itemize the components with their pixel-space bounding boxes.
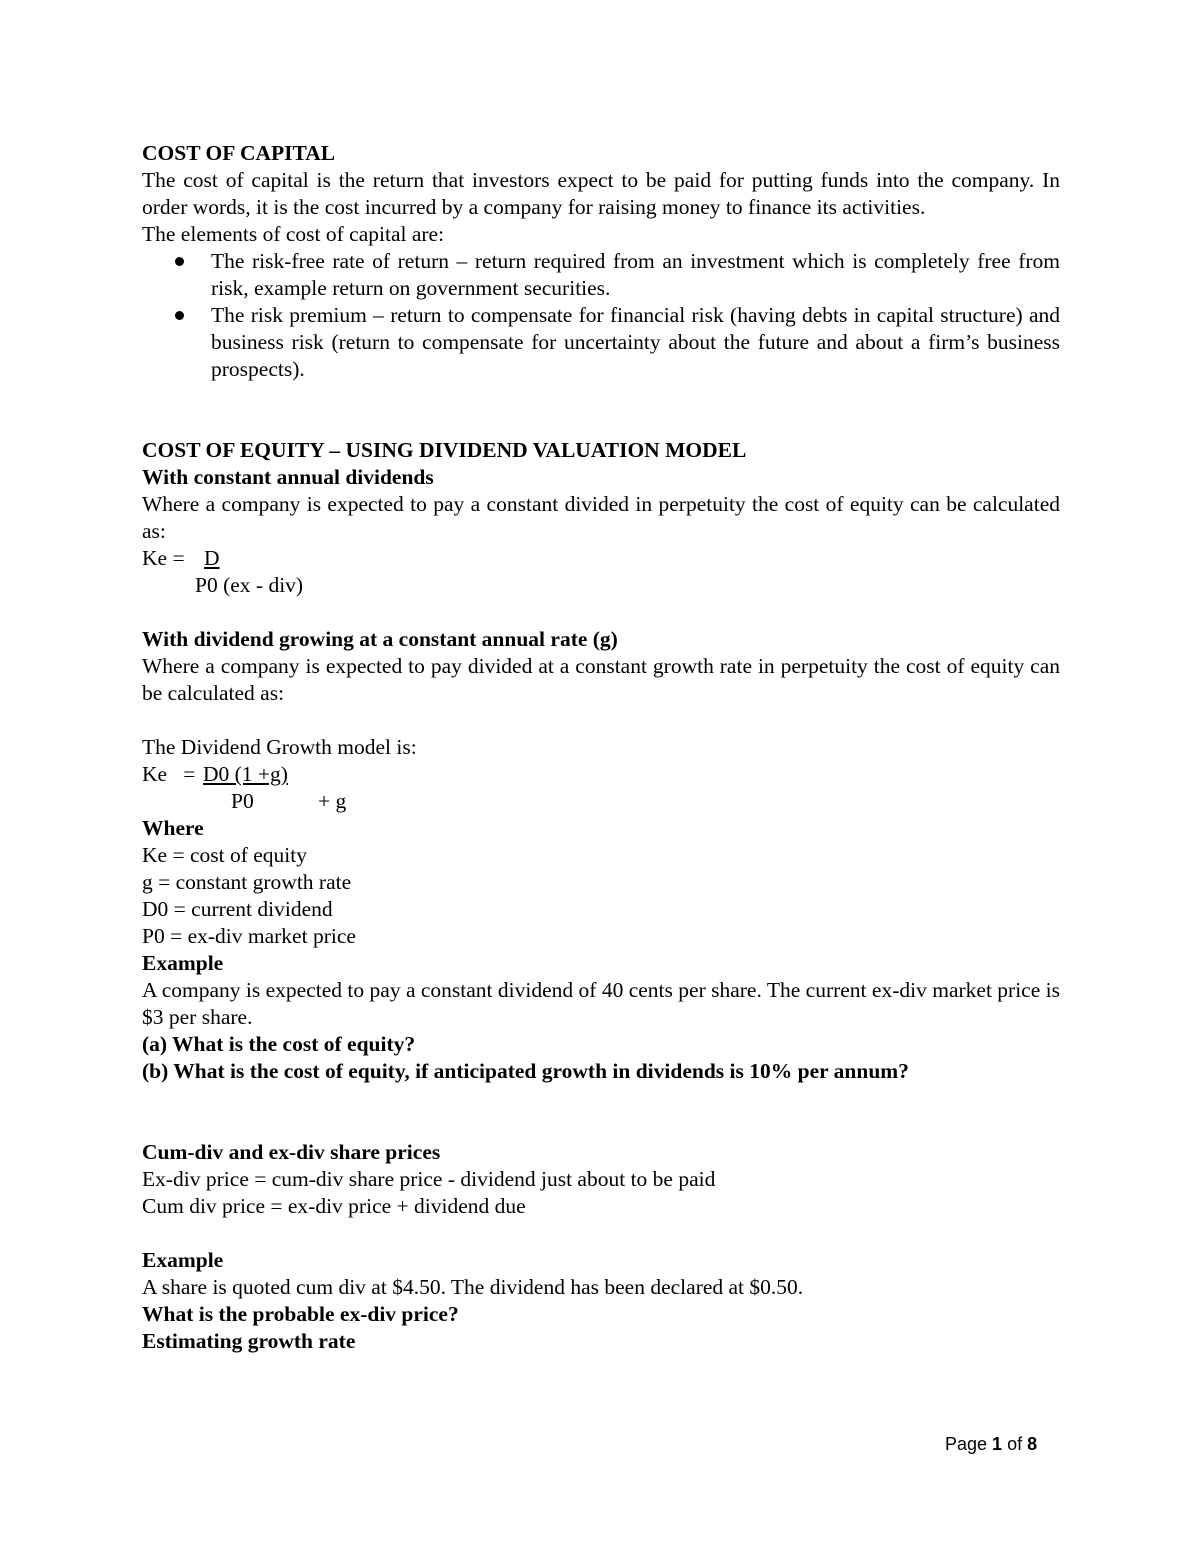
- formula2-numerator: D0 (1 +g): [203, 762, 288, 786]
- section-title-cost-of-capital: COST OF CAPITAL: [142, 141, 336, 165]
- formula1-numerator: D: [204, 546, 220, 570]
- section-title-cost-of-equity: COST OF EQUITY – USING DIVIDEND VALUATION MODEL: [142, 438, 747, 462]
- bullet-icon: [175, 311, 184, 320]
- page-total: 8: [1027, 1434, 1038, 1454]
- page-current: 1: [992, 1434, 1003, 1454]
- definition-item: Ke = cost of equity: [142, 843, 307, 867]
- section-title-cum-ex-div: Cum-div and ex-div share prices: [142, 1140, 441, 1164]
- question: What is the probable ex-div price?: [142, 1302, 459, 1326]
- list-item: [142, 302, 1060, 383]
- formula1-lhs: Ke =: [142, 546, 190, 570]
- definition-item: g = constant growth rate: [142, 870, 352, 894]
- formula1-denominator: P0 (ex - div): [195, 573, 304, 597]
- example-heading: Example: [142, 951, 224, 975]
- example-heading: Example: [142, 1248, 224, 1272]
- subheading-constant-dividends: With constant annual dividends: [142, 465, 434, 489]
- where-heading: Where: [142, 816, 204, 840]
- page-number: [945, 1432, 1037, 1456]
- subheading-estimating-growth: Estimating growth rate: [142, 1329, 356, 1353]
- cum-div-definition: Cum div price = ex-div price + dividend due: [142, 1194, 526, 1218]
- question-b: (b) What is the cost of equity, if anticipated growth in dividends is 10% per annum?: [142, 1059, 909, 1083]
- model-intro: The Dividend Growth model is:: [142, 735, 417, 759]
- formula2-lhs: Ke =: [142, 762, 201, 786]
- formula1-bottom: [142, 572, 1060, 599]
- elements-list: [142, 248, 1060, 383]
- constant-dividends-paragraph: Where a company is expected to pay a constant divided in perpetuity the cost of equity can be calculated as:: [142, 492, 1060, 543]
- spacer: [142, 1220, 1060, 1247]
- spacer: [142, 707, 1060, 734]
- page-prefix: Page: [945, 1434, 993, 1454]
- formula2-denominator: P0: [231, 789, 254, 813]
- page-of: of: [1002, 1434, 1028, 1454]
- growing-dividends-paragraph: Where a company is expected to pay divided at a constant growth rate in perpetuity the cost of equity can be calculated as:: [142, 654, 1060, 705]
- definition-item: D0 = current dividend: [142, 897, 333, 921]
- bullet-icon: [175, 257, 184, 266]
- definition-item: P0 = ex-div market price: [142, 924, 356, 948]
- example-paragraph: A company is expected to pay a constant dividend of 40 cents per share. The current ex-div market price is $3 per share.: [142, 978, 1060, 1029]
- spacer: [142, 383, 1060, 437]
- ex-div-definition: Ex-div price = cum-div share price - dividend just about to be paid: [142, 1167, 716, 1191]
- list-item: [142, 248, 1060, 302]
- formula2-bottom: [142, 788, 1060, 815]
- formula2-plus-g: + g: [318, 789, 347, 813]
- question-a: (a) What is the cost of equity?: [142, 1032, 416, 1056]
- list-item-text: The risk-free rate of return – return required from an investment which is completely free from risk, example return on government securities.: [211, 249, 1060, 300]
- elements-intro: The elements of cost of capital are:: [142, 222, 445, 246]
- document-page: [142, 140, 1060, 1355]
- list-item-text: The risk premium – return to compensate for financial risk (having debts in capital structure) and business risk (return to compensate for uncertainty about the future and about a firm’s business prospects).: [211, 303, 1060, 381]
- example-text: A share is quoted cum div at $4.50. The dividend has been declared at $0.50.: [142, 1275, 804, 1299]
- formula2-top: [142, 761, 1060, 788]
- spacer: [142, 599, 1060, 626]
- intro-paragraph: The cost of capital is the return that investors expect to be paid for putting funds into the company. In order words, it is the cost incurred by a company for raising money to finance its activities.: [142, 168, 1060, 219]
- formula1-top: [142, 545, 1060, 572]
- spacer: [142, 1085, 1060, 1139]
- subheading-growing-dividends: With dividend growing at a constant annual rate (g): [142, 627, 618, 651]
